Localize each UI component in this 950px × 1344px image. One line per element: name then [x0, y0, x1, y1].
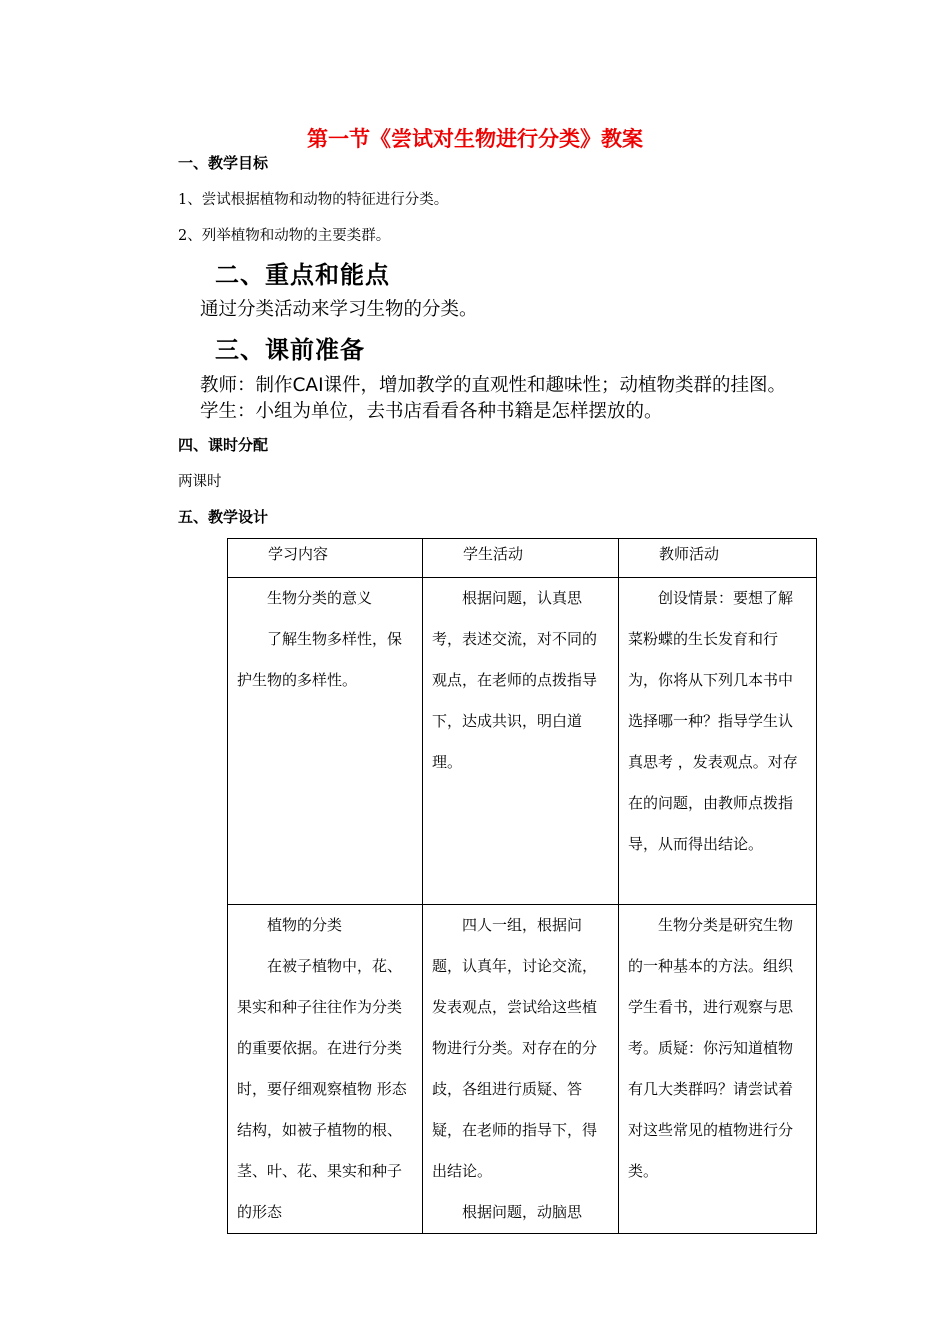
- teacher-activity: 创设情景：要想了解菜粉蝶的生长发育和行为，你将从下列几本书中选择哪一种？指导学生认真思考 ，发表观点。对存在的问题，由教师点拨指导，从而得出结论。: [628, 589, 798, 853]
- teacher-activity: 生物分类是研究生物的一种基本的方法。组织学生看书，进行观察与思考。质疑：你污知道植物有几大类群吗？请尝试着对这些常见的植物进行分类。: [628, 916, 794, 1180]
- document-title: 第一节《尝试对生物进行分类》教案: [307, 127, 643, 151]
- section2-text: 通过分类活动来学习生物的分类。: [200, 299, 478, 320]
- content-cell: [228, 578, 423, 905]
- student-cell: [423, 905, 619, 1234]
- header-teacher: 教师活动: [619, 539, 817, 578]
- goal-item-1: 1、尝试根据植物和动物的特征进行分类。: [178, 192, 449, 208]
- student-activity: 根据问题，认真思考，表述交流，对不同的观点，在老师的点拨指导下，达成共识，明白道理。: [432, 589, 598, 771]
- section4-text: 两课时: [178, 474, 222, 490]
- student-activity: 四人一组，根据问题，认真年，讨论交流，发表观点，尝试给这些植物进行分类。对存在的分歧，各组进行质疑、答疑，在老师的指导下，得出结论。: [432, 916, 598, 1180]
- content-cell: [228, 905, 423, 1234]
- student-cell: [423, 578, 619, 905]
- content-title: 植物的分类: [267, 916, 343, 934]
- content-body: 了解生物多样性，保护生物的多样性。: [237, 630, 403, 689]
- header-content: 学习内容: [228, 539, 423, 578]
- teaching-design-table: [227, 538, 817, 1234]
- header-student: 学生活动: [423, 539, 619, 578]
- section2-heading: 二、重点和能点: [215, 261, 390, 289]
- table-row: [228, 578, 817, 905]
- content-body: 在被子植物中，花、果实和种子往往作为分类的重要依据。在进行分类时，要仔细观察植物 形态结构，如被子植物的根、茎、叶、花、果实和种子的形态: [237, 957, 407, 1221]
- section4-heading: 四、课时分配: [178, 436, 269, 454]
- section5-heading: 五、教学设计: [178, 508, 269, 526]
- teacher-cell: [619, 905, 817, 1234]
- student-activity-continued: 根据问题，动脑思: [462, 1203, 583, 1221]
- student-prep: 学生：小组为单位，去书店看看各种书籍是怎样摆放的。: [200, 401, 663, 422]
- section3-heading: 三、课前准备: [215, 336, 365, 364]
- table-row: [228, 905, 817, 1234]
- teacher-prep: 教师：制作CAI课件，增加教学的直观性和趣味性；动植物类群的挂图。: [200, 375, 787, 396]
- content-title: 生物分类的意义: [267, 589, 373, 607]
- teacher-cell: [619, 578, 817, 905]
- table-header-row: [228, 539, 817, 578]
- goal-item-2: 2、列举植物和动物的主要类群。: [178, 228, 391, 244]
- section1-heading: 一、教学目标: [178, 154, 269, 172]
